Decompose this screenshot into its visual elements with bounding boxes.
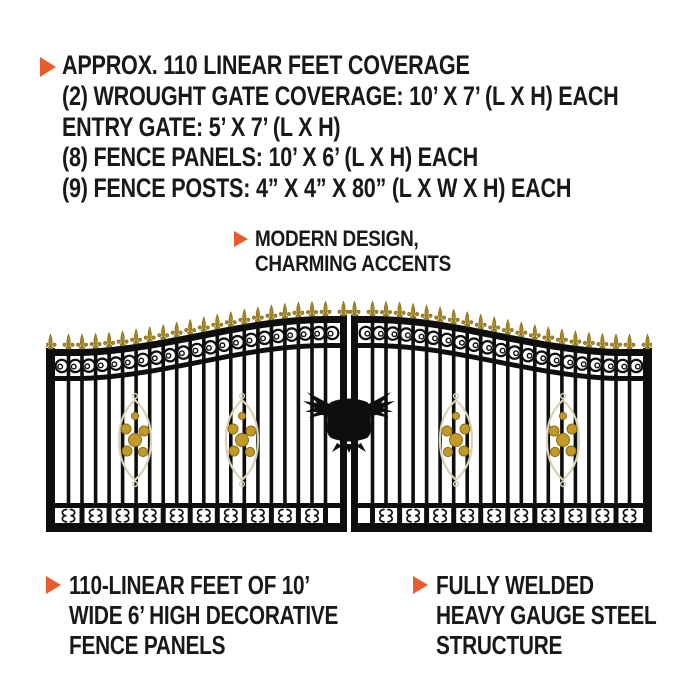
design-callout (234, 227, 483, 276)
fleur-de-lis-finial (583, 332, 594, 347)
gate-leaf-right (349, 301, 652, 532)
feature-left-line-2: WIDE 6’ HIGH DECORATIVE (69, 600, 339, 630)
feature-right-line-3: STRUCTURE (436, 630, 563, 660)
spec-line-panels: (8) FENCE PANELS: 10’ X 6’ (L X H) EACH (62, 142, 478, 173)
spec-line-gates: (2) WROUGHT GATE COVERAGE: 10’ X 7’ (L X H) EACH (62, 80, 619, 111)
fleur-de-lis-finial (502, 319, 513, 334)
fleur-de-lis-finial (158, 325, 169, 340)
fleur-de-lis-finial (90, 333, 101, 348)
bullet-arrow-icon (234, 231, 248, 247)
fleur-de-lis-finial (185, 319, 196, 334)
feature-right-line-1: FULLY WELDED (436, 570, 594, 600)
fleur-de-lis-finial (306, 301, 317, 316)
gate-image (46, 294, 652, 536)
fleur-de-lis-finial (338, 301, 349, 316)
fleur-de-lis-finial (610, 334, 621, 349)
fleur-de-lis-finial (529, 325, 540, 340)
feature-left-line-3: FENCE PANELS (69, 630, 226, 660)
fleur-de-lis-finial (642, 334, 652, 349)
fleur-de-lis-finial (212, 314, 223, 329)
fleur-de-lis-finial (103, 332, 114, 347)
gate-leaf-left (46, 301, 349, 532)
bullet-arrow-icon (46, 576, 61, 594)
fleur-de-lis-finial (198, 317, 209, 332)
fleur-de-lis-finial (475, 314, 486, 329)
fleur-de-lis-finial (543, 327, 554, 342)
spec-list (40, 50, 700, 204)
feature-left-line-1: 110-LINEAR FEET OF 10’ (69, 570, 310, 600)
fleur-de-lis-finial (266, 305, 277, 320)
fleur-de-lis-finial (130, 329, 141, 344)
fleur-de-lis-finial (367, 301, 378, 316)
fleur-de-lis-finial (46, 334, 56, 349)
fleur-de-lis-finial (63, 334, 74, 349)
fleur-de-lis-finial (76, 334, 87, 349)
fleur-de-lis-finial (597, 333, 608, 348)
fleur-de-lis-finial (570, 331, 581, 346)
fleur-de-lis-finial (448, 309, 459, 324)
bullet-arrow-icon (40, 57, 56, 77)
fleur-de-lis-finial (279, 303, 290, 318)
fleur-de-lis-finial (407, 303, 418, 318)
fleur-de-lis-finial (462, 312, 473, 327)
fleur-de-lis-finial (434, 307, 445, 322)
feature-right-line-2: HEAVY GAUGE STEEL (436, 600, 657, 630)
fleur-de-lis-finial (239, 309, 250, 324)
fleur-de-lis-finial (320, 301, 331, 316)
fleur-de-lis-finial (171, 322, 182, 337)
fleur-de-lis-finial (144, 327, 155, 342)
spec-line-posts: (9) FENCE POSTS: 4” X 4” X 80” (L X W X H) EACH (62, 173, 572, 204)
fleur-de-lis-finial (489, 317, 500, 332)
fleur-de-lis-finial (293, 302, 304, 317)
fleur-de-lis-finial (421, 305, 432, 320)
bullet-arrow-icon (413, 576, 428, 594)
design-line-1: MODERN DESIGN, (255, 226, 419, 251)
fleur-de-lis-finial (394, 302, 405, 317)
center-lock-plate (303, 392, 395, 453)
spec-line-coverage: APPROX. 110 LINEAR FEET COVERAGE (62, 50, 470, 80)
fleur-de-lis-finial (225, 312, 236, 327)
fleur-de-lis-finial (349, 301, 360, 316)
spec-line-entry-gate: ENTRY GATE: 5’ X 7’ (L X H) (62, 111, 341, 142)
fleur-de-lis-finial (380, 301, 391, 316)
fleur-de-lis-finial (516, 322, 527, 337)
fleur-de-lis-finial (117, 331, 128, 346)
feature-welded-steel (413, 570, 700, 660)
fleur-de-lis-finial (252, 307, 263, 322)
fleur-de-lis-finial (556, 329, 567, 344)
design-line-2: CHARMING ACCENTS (255, 250, 451, 276)
gate-illustration (46, 294, 652, 536)
feature-fence-panels (46, 570, 405, 660)
fleur-de-lis-finial (624, 334, 635, 349)
